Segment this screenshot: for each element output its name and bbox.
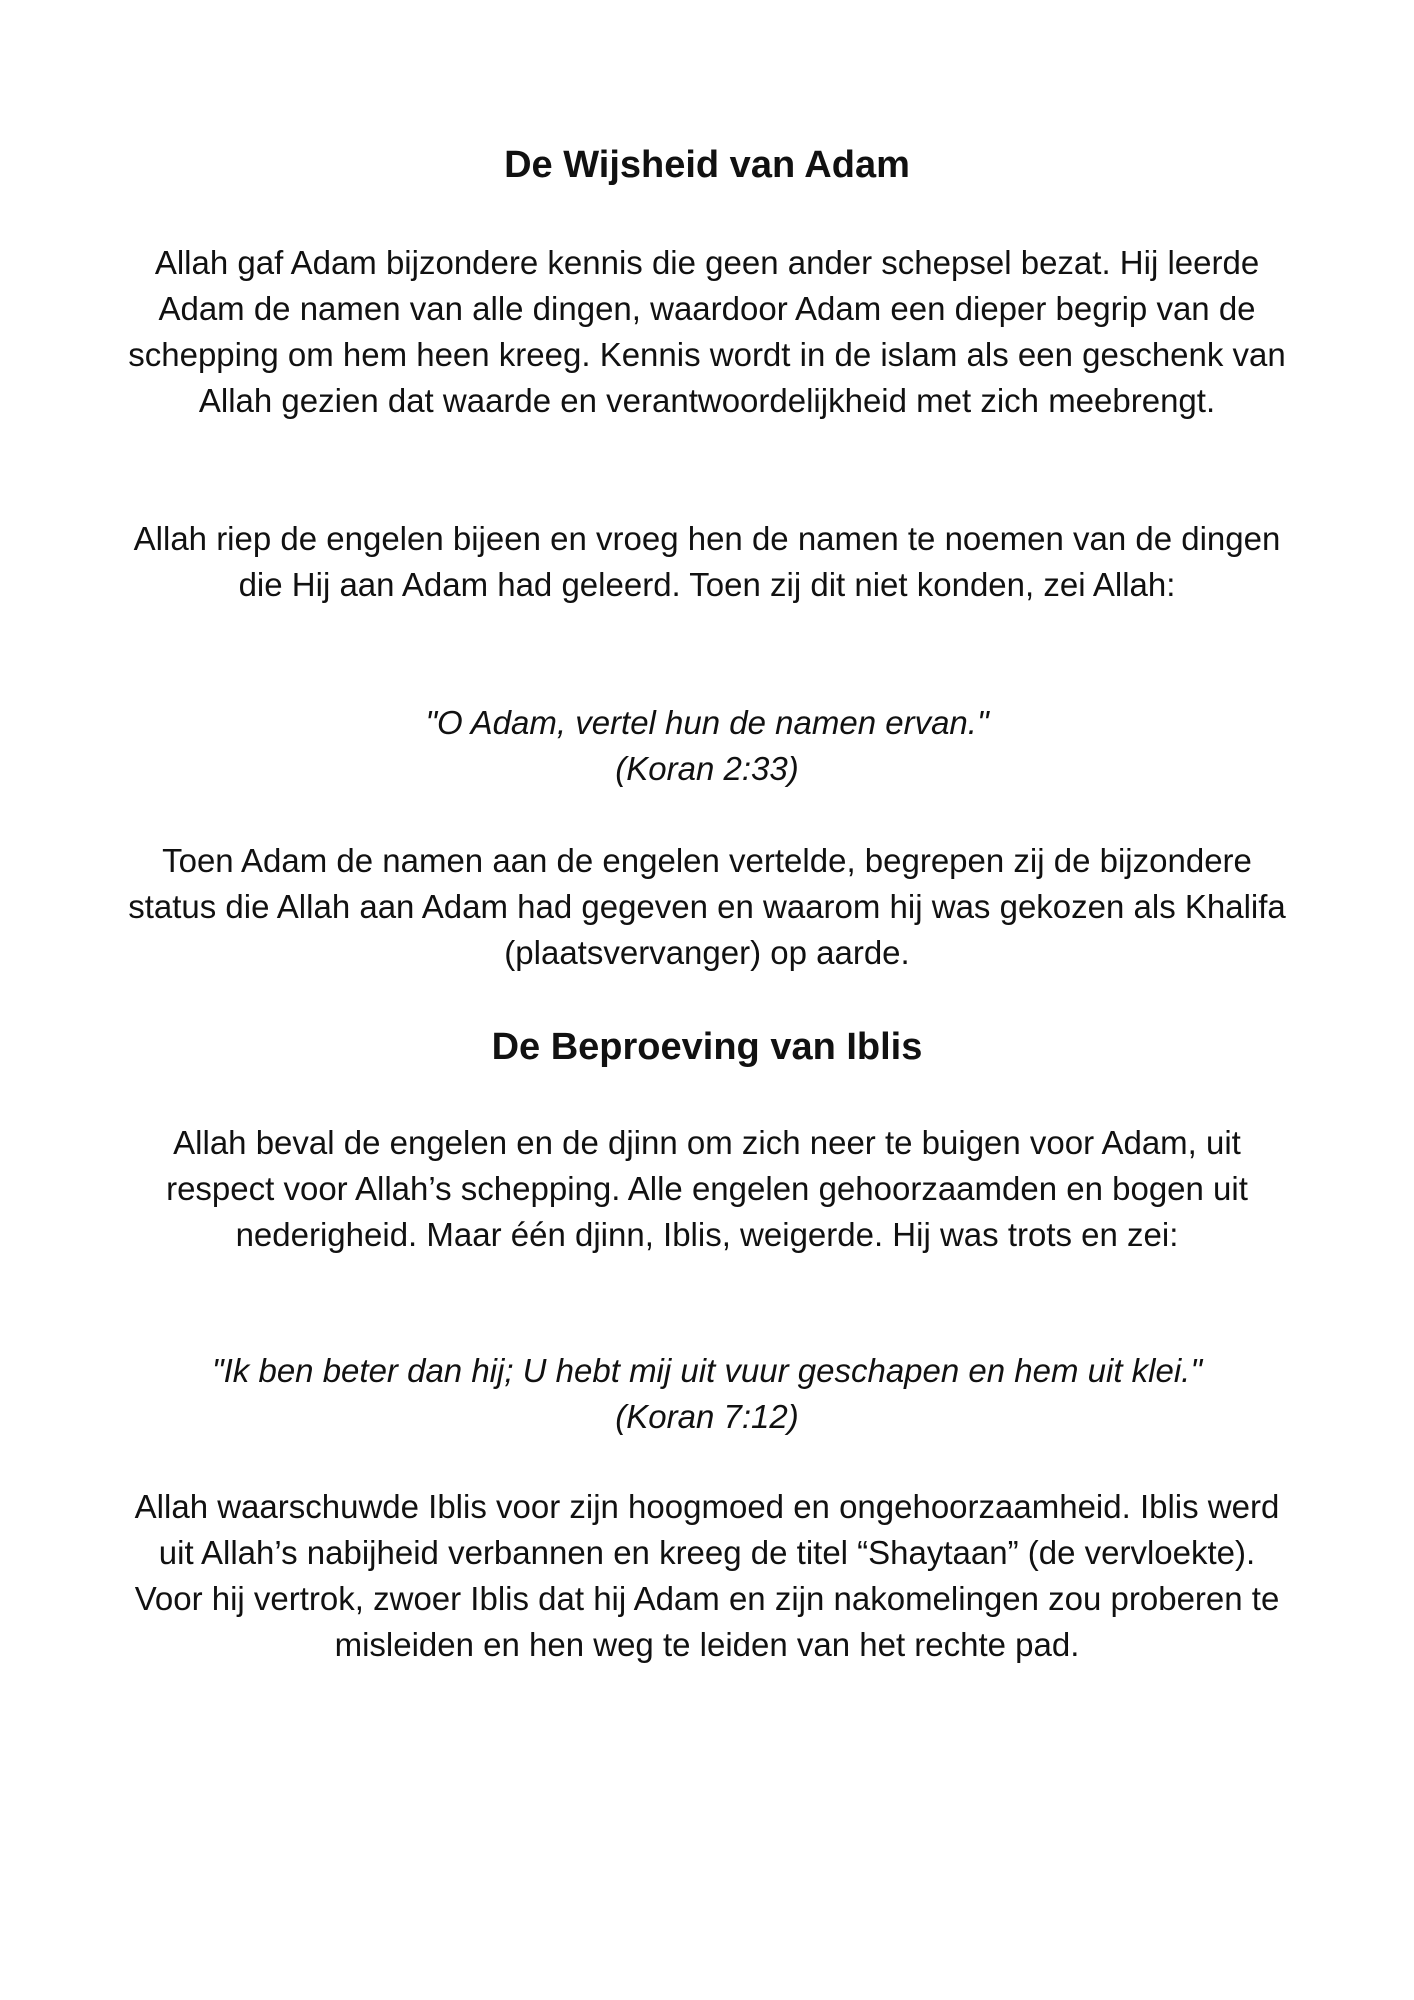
quote-reference: (Koran 2:33) <box>615 750 799 787</box>
paragraph-iblis-banished: Allah waarschuwde Iblis voor zijn hoogmoed en ongehoorzaamheid. Iblis werd uit Allah’s nabijheid verbannen en kreeg de titel “Shaytaan” (de vervloekte). Voor hij vertrok, zwoer Iblis dat hij Adam en zijn nakomelingen zou proberen te misleiden en hen weg te leiden van het rechte pad. <box>134 1488 1280 1663</box>
paragraph-khalifa: Toen Adam de namen aan de engelen vertelde, begrepen zij de bijzondere status die Allah aan Adam had gegeven en waarom hij was gekozen als Khalifa (plaatsvervanger) op aarde. <box>128 842 1286 971</box>
quote-reference: (Koran 7:12) <box>615 1398 799 1435</box>
paragraph-adam-knowledge: Allah gaf Adam bijzondere kennis die geen ander schepsel bezat. Hij leerde Adam de namen van alle dingen, waardoor Adam een dieper begrip van de schepping om hem heen kreeg. Kennis wordt in de islam als een geschenk van Allah gezien dat waarde en verantwoordelijkheid met zich meebrengt. <box>128 244 1286 419</box>
section-title-wisdom-of-adam: De Wijsheid van Adam <box>504 144 910 186</box>
paragraph-angels-asked: Allah riep de engelen bijeen en vroeg hen de namen te noemen van de dingen die Hij aan Adam had geleerd. Toen zij dit niet konden, zei Allah: <box>133 520 1281 603</box>
section-title-trial-of-iblis: De Beproeving van Iblis <box>491 1026 923 1068</box>
quote-koran-7-12 <box>127 1348 1287 1440</box>
quote-text: "O Adam, vertel hun de namen ervan." <box>425 704 989 741</box>
quote-text: "Ik ben beter dan hij; U hebt mij uit vuur geschapen en hem uit klei." <box>211 1352 1203 1389</box>
paragraph-iblis-refused: Allah beval de engelen en de djinn om zich neer te buigen voor Adam, uit respect voor Allah’s schepping. Alle engelen gehoorzaamden en bogen uit nederigheid. Maar één djinn, Iblis, weigerde. Hij was trots en zei: <box>166 1124 1248 1253</box>
quote-koran-2-33 <box>127 700 1287 792</box>
